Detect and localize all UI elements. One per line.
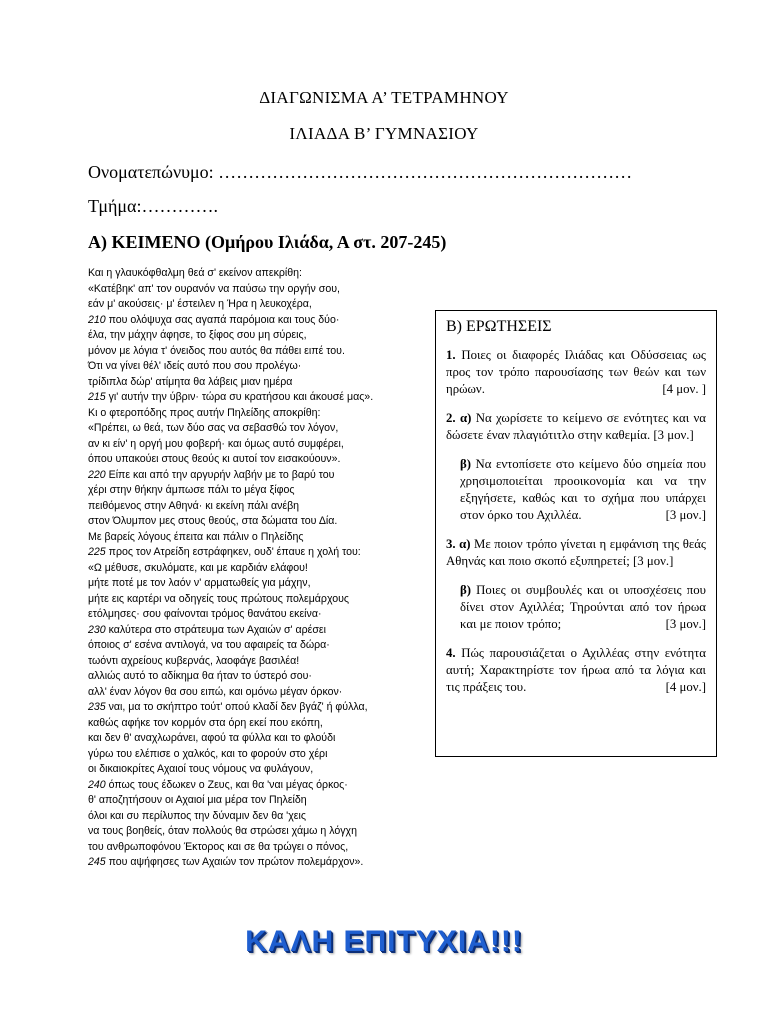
poem-line [88,483,428,499]
question-text: Να εντοπίσετε στο κείμενο δύο σημεία που χρησιμοποιείται προοικονομία και να την εξηγήσετε, καθώς και το σχήμα που υπάρχει στον όρκο του Αχιλλέα. [460,457,706,522]
verse-text: μήτε εις καρτέρι να οδηγείς τους πρώτους πολεμάρχους [88,592,350,605]
verse-number: 240 [88,778,106,791]
poem-line [88,297,428,313]
verse-text: «Κατέβηκ' απ' τον ουρανόν να παύσω την οργήν σου, [88,282,340,295]
question-item [446,410,706,444]
verse-number: 225 [88,546,106,558]
poem-line [88,328,428,344]
poem-line [88,452,428,468]
poem-line [88,561,428,577]
questions-list [446,347,706,696]
verse-text: Ότι να γίνει θέλ' ιδείς αυτό που σου προλέγω· [88,360,302,372]
question-points: [3 μον.] [653,428,694,442]
verse-text: καθώς αφήκε τον κορμόν στα όρη εκεί που εκόπη, [88,716,323,729]
verse-text: Και η γλαυκόφθαλμη θεά σ' εκείνον απεκρίθη: [88,267,302,279]
question-points: [3 μον.] [632,554,674,568]
verse-text: χέρι στην θήκην άμπωσε πάλι το μέγα ξίφος [88,484,295,496]
question-text: Με ποιον τρόπο γίνεται η εμφάνιση της θεάς Αθηνάς και ποιο σκοπό εξυπηρετεί; [446,537,707,568]
poem-line [88,437,428,453]
verse-text: του ανθρωποφόνου Έκτορος και σε θα τρώγει ο πόνος, [88,840,349,853]
verse-text: μόνον με λόγια τ' όνειδος που αυτός θα πάθει ειπέ του. [88,344,345,357]
poem-line [88,359,428,375]
question-item [446,645,706,696]
poem-line [88,747,428,763]
poem-line [88,731,428,747]
verse-text: όλοι και συ περίλυπος την δύναμιν δεν θα 'χεις [88,809,306,822]
verse-text: οι δικαιοκρίτες Αχαιοί τους νόμους να φυλάγουν, [88,763,314,775]
poem-line [88,824,428,840]
poem-line [88,375,428,391]
poem-line [88,638,428,654]
poem-line [88,778,428,794]
verse-text: Είπε και από την αργυρήν λαβήν με το βαρύ του [105,468,335,481]
verse-text: αν κι είν' η οργή μου φοβερή· και όμως αυτό συμφέρει, [88,437,344,450]
poem-line [88,530,428,546]
poem-line [88,669,428,685]
section-a-heading: Α) ΚΕΙΜΕΝΟ (Ομήρου Ιλιάδα, Α στ. 207-245) [88,232,447,252]
poem-line [88,716,428,732]
verse-text: «Ω μέθυσε, σκυλόματε, και με καρδιάν ελάφου! [88,561,308,574]
poem-line [88,545,428,561]
question-item [446,582,706,633]
question-points: [4 μον.] [665,680,706,694]
verse-text: μήτε ποτέ με τον λαόν ν' αρματωθείς για μάχην, [88,577,311,589]
poem-line [88,514,428,530]
verse-text: όπως τους έδωκεν ο Ζευς, και θα 'ναι μέγας όρκος· [105,778,348,791]
question-text: Ποιες οι συμβουλές και οι υποσχέσεις που δίνει στον Αχιλλέα; Τηρούνται από τον ήρωα και με ποιον τρόπο; [460,583,706,631]
verse-number: 215 [88,391,106,403]
page-title: ΔΙΑΓΩΝΙΣΜΑ Α’ ΤΕΤΡΑΜΗΝΟΥ [259,88,509,107]
verse-number: 245 [88,856,106,868]
verse-text: γύρω του ελέπισε ο χαλκός, και το φορούν στο χέρι [88,747,328,760]
verse-text: όποιος σ' εσένα αντιλογά, να του αφαιρείς τα δώρα· [88,639,330,651]
verse-text: «Πρέπει, ω θεά, των δύο σας να σεβασθώ τον λόγον, [88,422,339,434]
question-text: Ποιες οι διαφορές Ιλιάδας και Οδύσσειας ως προς τον τρόπο παρουσίασης των θεών και των ηρώων. [446,348,706,396]
poem-text [88,266,428,871]
verse-number: 235 [88,701,106,713]
verse-text: και δεν θ' αναχλωράνει, αφού τα φύλλα και το φλούδι [88,732,336,744]
verse-text: όπου υπακούει στους θεούς κι αυτοί τον εισακούουν». [88,453,341,465]
verse-number: 230 [88,623,106,636]
question-label: 3. α) [446,537,471,551]
verse-text: που αψήφησες των Αχαιών τον πρώτον πολεμάρχον». [105,856,364,868]
poem-line [88,406,428,422]
poem-line [88,390,428,406]
questions-title: Β) ΕΡΩΤΗΣΕΙΣ [446,318,552,335]
question-item [446,536,706,570]
poem-line [88,421,428,437]
poem-line [88,809,428,825]
poem-line [88,282,428,298]
poem-line [88,344,428,360]
poem-line [88,499,428,515]
verse-text: αλλιώς αυτό το αδίκημα θα ήταν το ύστερό σου· [88,670,312,682]
verse-text: έλα, την μάχην άφησε, το ξίφος σου μη σύρεις, [88,329,307,341]
good-luck-banner: ΚΑΛΗ ΕΠΙΤΥΧΙΑ!!! [245,925,523,958]
question-item [446,347,706,398]
verse-text: Με βαρείς λόγους έπειτα και πάλιν ο Πηλείδης [88,530,304,543]
poem-line [88,762,428,778]
verse-text: γι' αυτήν την ύβριν· τώρα συ κρατήσου και άκουσέ μας». [105,391,374,403]
verse-text: προς τον Ατρείδη εστράφηκεν, ουδ' έπαυε η χολή του: [105,546,361,558]
poem-line [88,468,428,484]
verse-text: στον Όλυμπον μες στους θεούς, στα δώματα του Δία. [88,515,338,527]
verse-text: να τους βοηθείς, όταν πολλούς θα στρώσει χάμω η λόγχη [88,825,357,837]
poem-line [88,700,428,716]
question-points: [3 μον.] [665,617,706,631]
verse-number: 210 [88,313,106,326]
verse-text: ετόλμησες· σου φαίνονται τρόμος θανάτου εκείνα· [88,608,322,620]
questions-box [435,310,717,757]
poem-line [88,592,428,608]
verse-text: καλύτερα στο στράτευμα των Αχαιών σ' αρέσει [105,623,327,636]
verse-text: θ' αποζητήσουν οι Αχαιοί μια μέρα τον Πηλείδη [88,794,307,806]
poem-line [88,855,428,871]
question-label: 2. α) [446,411,472,425]
question-points: [4 μον. ] [662,382,706,396]
question-label: β) [460,457,472,471]
question-text: Να χωρίσετε το κείμενο σε ενότητες και να δώσετε έναν πλαγιότιτλο στην καθεμία. [446,411,706,442]
verse-number: 220 [88,468,106,481]
poem-line [88,266,428,282]
verse-text: εάν μ' ακούσεις· μ' έστειλεν η Ήρα η λευκοχέρα, [88,298,312,310]
question-label: 1. [446,348,456,362]
question-item [446,456,706,524]
question-points: [3 μον.] [665,508,706,522]
poem-line [88,313,428,329]
poem-line [88,623,428,639]
verse-text: τωόντι αχρείους κυβερνάς, λαοφάγε βασιλέα! [88,654,300,667]
verse-text: ναι, μα το σκήπτρο τούτ' οπού κλαδί δεν βγάζ' ή φύλλα, [105,701,368,713]
verse-text: Κι ο φτεροπόδης προς αυτήν Πηλείδης αποκρίθη: [88,406,321,419]
poem-line [88,793,428,809]
department-field: Τμήμα:…………. [88,196,218,216]
poem-line [88,685,428,701]
verse-text: αλλ' έναν λόγον θα σου ειπώ, και ομόνω μέγαν όρκον· [88,685,343,698]
poem-line [88,840,428,856]
poem-line [88,576,428,592]
name-field: Ονοματεπώνυμο: …………………………………………………………… [88,162,633,182]
poem-line [88,654,428,670]
question-label: 4. [446,646,456,660]
verse-text: τρίδιπλα δώρ' ατίμητα θα λάβεις μιαν ημέρα [88,375,293,388]
verse-text: πειθόμενος στην Αθηνά· κι εκείνη πάλι ανέβη [88,499,300,512]
page-subtitle: ΙΛΙΑΔΑ Β’ ΓΥΜΝΑΣΙΟΥ [289,124,479,143]
question-text: Πώς παρουσιάζεται ο Αχιλλέας στην ενότητα αυτή; Χαρακτηρίστε τον ήρωα από τα λόγια και τις πράξεις του. [446,646,706,694]
poem-line [88,607,428,623]
question-label: β) [460,583,472,597]
verse-text: που ολόψυχα σας αγαπά παρόμοια και τους δύο· [105,313,340,326]
